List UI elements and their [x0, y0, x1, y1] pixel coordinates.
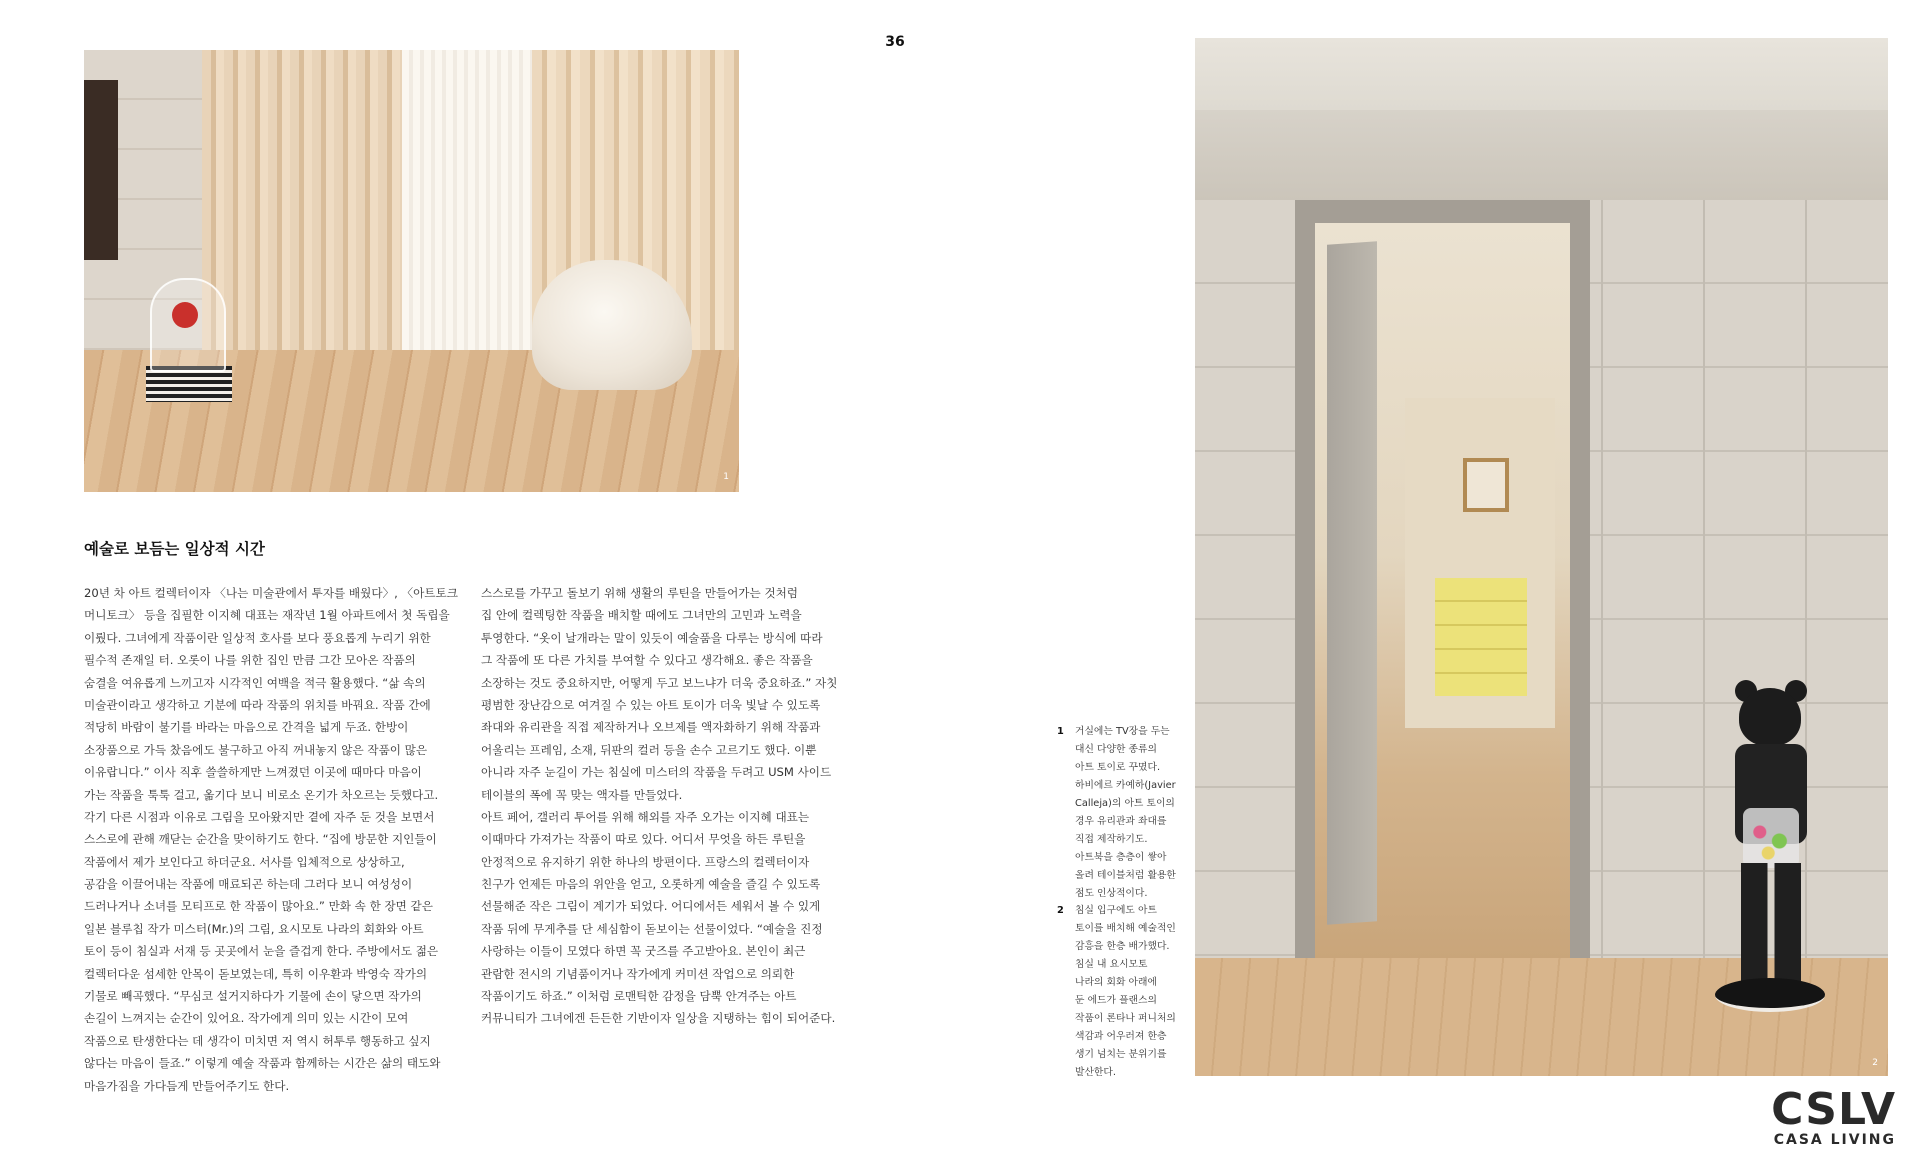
- body-line: 스스로를 가꾸고 돌보기 위해 생활의 루틴을 만들어가는 것처럼: [481, 586, 798, 600]
- bear-belly-window: [1743, 808, 1799, 868]
- body-line: 작품으로 탄생한다는 데 생각이 미치면 저 역시 허투루 행동하고 싶지: [84, 1033, 431, 1048]
- body-line: 토이 등이 침실과 서재 등 곳곳에서 눈을 즐겁게 한다. 주방에서도 젊은: [84, 944, 439, 959]
- body-line: 커뮤니티가 그녀에겐 든든한 기반이자 일상을 지탱하는 힘이 되어준다.: [481, 1011, 836, 1026]
- body-line: 공감을 이끌어내는 작품에 매료되곤 하는데 그러다 보니 여성성이: [84, 877, 413, 892]
- bear-legs: [1741, 863, 1801, 983]
- logo-subtitle: CASA LIVING: [1773, 1132, 1896, 1148]
- caption-line: 나라의 회화 아래에: [1075, 977, 1157, 988]
- body-line: 좌대와 유리관을 직접 제작하거나 오브제를 액자화하기 위해 작품과: [481, 720, 821, 735]
- body-line: 아니라 자주 눈길이 가는 침실에 미스터의 작품을 두려고 USM 사이드: [481, 765, 832, 780]
- caption-line: 아트 토이로 꾸몄다.: [1075, 762, 1161, 773]
- caption-line: 직접 제작하기도.: [1075, 834, 1148, 845]
- body-line: 컬렉터다운 섬세한 안목이 돋보였는데, 특히 이우환과 박영숙 작가의: [84, 966, 428, 981]
- body-line: 않다는 마음이 들죠.” 이렇게 예술 작품과 함께하는 시간은 삶의 태도와: [84, 1056, 441, 1071]
- body-line: 관람한 전시의 기념품이거나 작가에게 커미션 작업으로 의뢰한: [481, 966, 795, 981]
- caption-line: 둔 에드가 플랜스의: [1075, 995, 1157, 1006]
- body-line: 각기 다른 시점과 이유로 그림을 모아왔지만 곁에 자주 둔 것을 보면서: [84, 809, 435, 824]
- body-column-right: [481, 582, 837, 1030]
- wall-artwork: [84, 80, 118, 260]
- bear-base: [1715, 978, 1825, 1012]
- caption-line: 아트북을 층층이 쌓아: [1075, 852, 1167, 863]
- living-room-photo: [84, 50, 739, 492]
- framed-painting: [1463, 458, 1509, 512]
- magazine-logo: [1771, 1084, 1896, 1148]
- art-toy: [172, 302, 198, 328]
- body-line: 일본 블루칩 작가 미스터(Mr.)의 그림, 요시모토 나라의 회화와 아트: [84, 921, 424, 936]
- bearbrick-figure: [1715, 688, 1825, 1018]
- caption-line: 대신 다양한 종류의: [1075, 744, 1157, 755]
- body-line: 안정적으로 유지하기 위한 하나의 방편이다. 프랑스의 컬렉터이자: [481, 854, 810, 869]
- body-line: 소장품으로 가득 찼음에도 불구하고 아직 꺼내놓지 않은 작품이 많은: [84, 742, 428, 757]
- caption-number: 2: [1057, 905, 1064, 916]
- body-line: 미술관이라고 생각하고 기분에 따라 작품의 위치를 바꿔요. 작품 간에: [84, 697, 431, 712]
- body-line: 투영한다. “옷이 날개라는 말이 있듯이 예술품을 다루는 방식에 따라: [481, 630, 823, 645]
- caption-line: 점도 인상적이다.: [1075, 888, 1148, 899]
- body-line: 작품이기도 하죠.” 이처럼 로맨틱한 감정을 담뿍 안겨주는 아트: [481, 989, 797, 1004]
- caption-line: 침실 내 요시모토: [1075, 959, 1148, 970]
- body-line: 기물로 빼곡했다. “무심코 설거지하다가 기물에 손이 닿으면 작가의: [84, 989, 422, 1004]
- caption-line: 거실에는 TV장을 두는: [1075, 726, 1170, 737]
- logo-brand: CSLV: [1771, 1084, 1896, 1135]
- body-line: 테이블의 폭에 꼭 맞는 액자를 만들었다.: [481, 787, 683, 802]
- bedroom-entrance-photo: [1195, 38, 1888, 1076]
- caption-line: 침실 입구에도 아트: [1075, 905, 1157, 916]
- body-line: 평범한 장난감으로 여겨질 수 있는 아트 토이가 더욱 빛날 수 있도록: [481, 697, 821, 712]
- body-line: 숨결을 여유롭게 느끼고자 시각적인 여백을 적극 활용했다. “삶 속의: [84, 675, 426, 690]
- body-line: 작품 뒤에 무게추를 단 세심함이 돋보이는 선물이었다. “예술을 진정: [481, 921, 823, 936]
- body-line: 집 안에 컬렉팅한 작품을 배치할 때에도 그녀만의 고민과 노력을: [481, 608, 802, 623]
- body-line: 작품에서 제가 보인다고 하더군요. 서사를 입체적으로 상상하고,: [84, 854, 405, 869]
- body-line: 마음가짐을 가다듬게 만들어주기도 한다.: [84, 1078, 290, 1093]
- body-line: 스스로에 관해 깨닫는 순간을 맞이하기도 한다. “집에 방문한 지인들이: [84, 832, 437, 847]
- photo-number: 1: [723, 472, 729, 482]
- caption-line: 발산한다.: [1075, 1067, 1116, 1078]
- body-line: 머니토크〉 등을 집필한 이지혜 대표는 재작년 1월 아파트에서 첫 독립을: [84, 608, 450, 623]
- curtain: [202, 50, 402, 355]
- body-line: 필수적 존재일 터. 오롯이 나를 위한 집인 만큼 그간 모아온 작품의: [84, 653, 416, 668]
- body-line: 사랑하는 이들이 모였다 하면 꼭 굿즈를 주고받아요. 본인이 최근: [481, 944, 806, 959]
- body-line: 20년 차 아트 컬렉터이자 〈나는 미술관에서 투자를 배웠다〉, 〈아트토크: [84, 586, 458, 600]
- caption-line: 하비에르 카예하(Javier: [1075, 780, 1176, 791]
- body-line: 그 작품에 또 다른 가치를 부여할 수 있다고 생각해요. 좋은 작품을: [481, 653, 813, 668]
- caption-line: 색감과 어우러져 한층: [1075, 1031, 1167, 1042]
- body-line: 손길이 느껴지는 순간이 있어요. 작가에게 의미 있는 시간이 모여: [84, 1011, 409, 1026]
- ceiling-beam: [1195, 110, 1888, 200]
- body-line: 가는 작품을 툭툭 걸고, 옮기다 보니 비로소 온기가 차오르는 듯했다고.: [84, 787, 439, 802]
- section-heading: 예술로 보듬는 일상적 시간: [84, 540, 265, 558]
- body-column-left: [84, 582, 458, 1097]
- body-line: 친구가 언제든 마음의 위안을 얻고, 오롯하게 예술을 즐길 수 있도록: [481, 877, 821, 892]
- body-line: 소장하는 것도 중요하지만, 어떻게 두고 보느냐가 더욱 중요하죠.” 자칫: [481, 675, 838, 690]
- body-line: 드러나거나 소녀를 모티프로 한 작품이 많아요.” 만화 속 한 장면 같은: [84, 899, 433, 914]
- body-line: 이때마다 가져가는 작품이 따로 있다. 어디서 무엇을 하든 루틴을: [481, 832, 806, 847]
- yellow-dresser: [1435, 578, 1527, 696]
- body-line: 아트 페어, 갤러리 투어를 위해 해외를 자주 오가는 이지혜 대표는: [481, 809, 810, 824]
- caption-line: Calleja)의 아트 토이의: [1075, 798, 1175, 809]
- ceiling: [1195, 38, 1888, 110]
- caption-line: 토이를 배치해 예술적인: [1075, 923, 1176, 934]
- caption-line: 올려 테이블처럼 활용한: [1075, 870, 1176, 881]
- body-line: 어울리는 프레임, 소재, 뒤판의 컬러 등을 손수 고르기도 했다. 이뿐: [481, 742, 817, 757]
- caption-line: 감흥을 한층 배가했다.: [1075, 941, 1170, 952]
- caption-line: 경우 유리관과 좌대를: [1075, 816, 1167, 827]
- body-line: 적당히 바람이 불기를 바라는 마음으로 간격을 넓게 두죠. 한방이: [84, 720, 409, 735]
- body-line: 이뤘다. 그녀에게 작품이란 일상적 호사를 보다 풍요롭게 누리기 위한: [84, 630, 431, 645]
- bear-head: [1739, 688, 1801, 746]
- sheer-curtain: [402, 50, 532, 350]
- body-line: 이유랍니다.” 이사 직후 쓸쓸하게만 느껴졌던 이곳에 때마다 마음이: [84, 765, 422, 780]
- caption-line: 생기 넘치는 분위기를: [1075, 1049, 1167, 1060]
- photo-number: 2: [1872, 1058, 1878, 1068]
- body-line: 선물해준 작은 그림이 계기가 되었다. 어디에서든 세워서 볼 수 있게: [481, 899, 821, 914]
- open-door: [1327, 241, 1377, 924]
- page-number: 36: [885, 34, 905, 50]
- caption-line: 작품이 론타나 퍼니처의: [1075, 1013, 1176, 1024]
- caption-number: 1: [1057, 726, 1064, 737]
